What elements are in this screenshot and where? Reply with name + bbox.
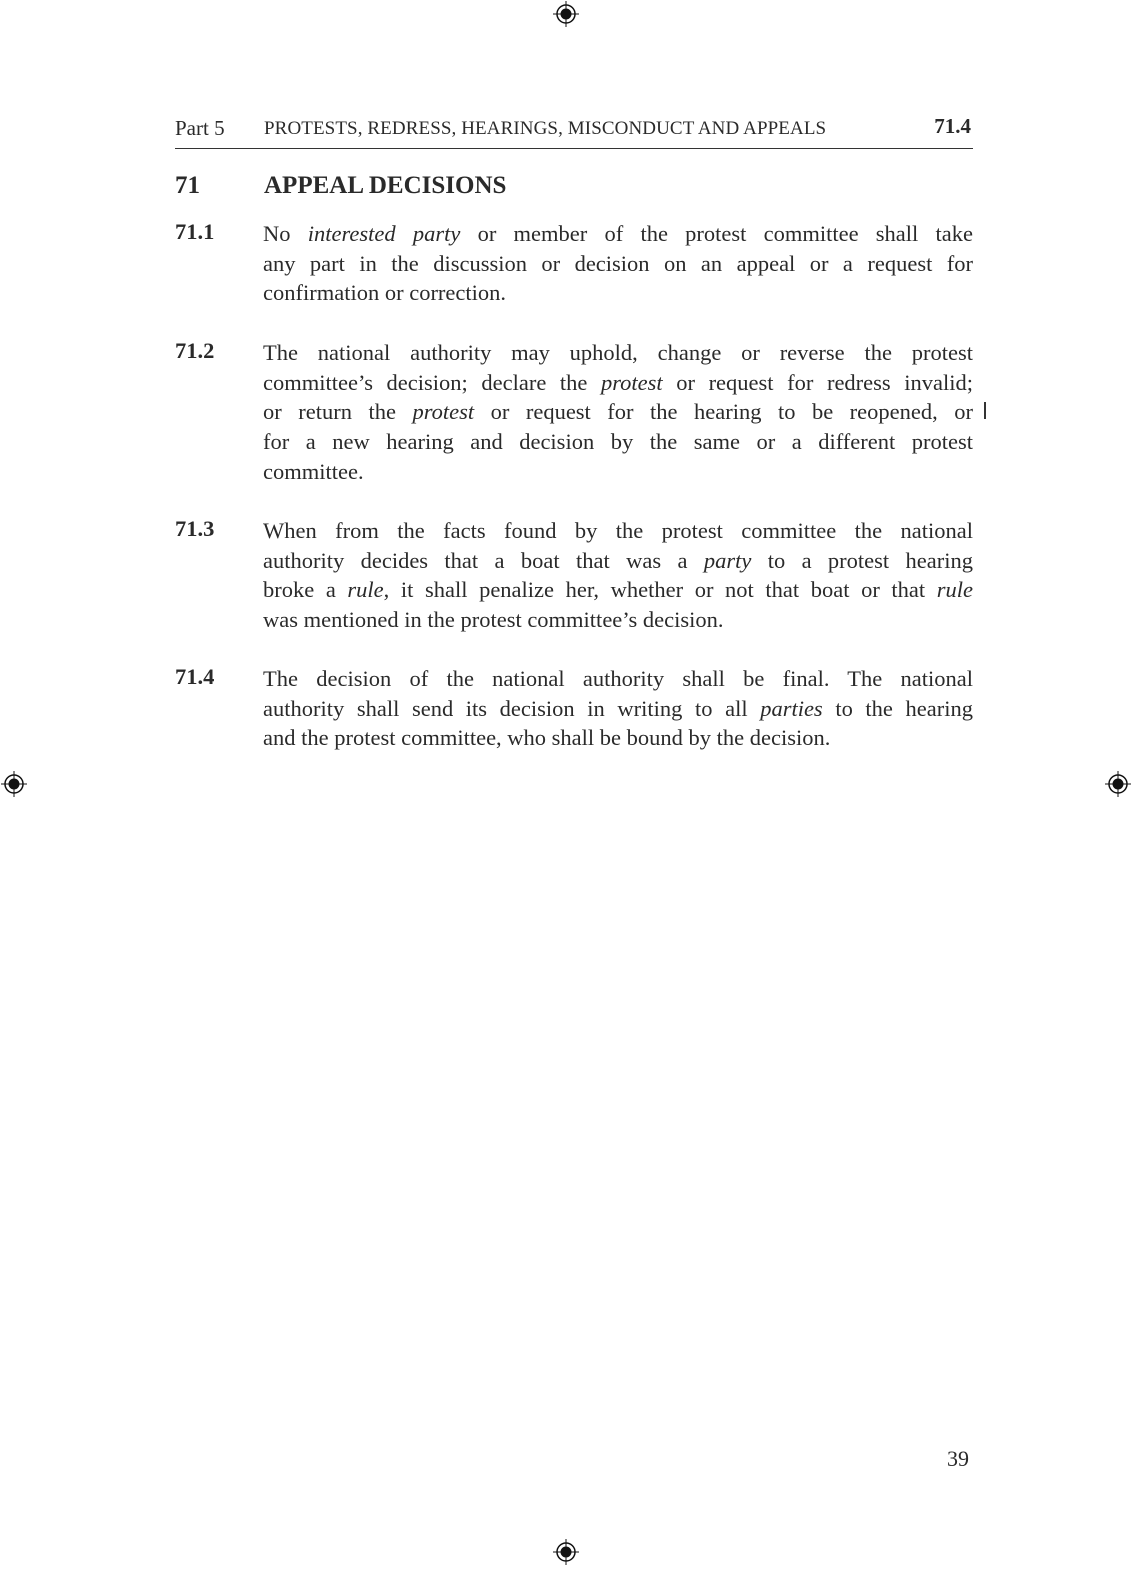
text-line <box>263 723 973 753</box>
section-number: 71 <box>175 172 200 199</box>
defined-term: interested party <box>307 221 461 246</box>
text-line <box>263 219 973 249</box>
text-run: confirmation or correction. <box>263 280 507 306</box>
text-run: any part in the discussion or decision on an appeal or a request for <box>263 250 973 276</box>
rule-text <box>263 516 973 635</box>
text-run: or return the <box>263 399 413 425</box>
text-run: When from the facts found by the protest committee the national <box>263 518 973 543</box>
text-line <box>263 397 973 427</box>
text-run: to a protest hearing <box>751 547 973 573</box>
text-line <box>263 338 973 368</box>
defined-term: rule <box>347 577 384 603</box>
registration-mark-icon <box>553 1 579 27</box>
page-number: 39 <box>947 1446 969 1471</box>
text-run: committee. <box>263 458 364 484</box>
text-run: No <box>263 221 308 246</box>
text-line <box>263 368 973 398</box>
running-header <box>175 112 973 149</box>
rule-number: 71.2 <box>175 338 215 363</box>
text-line <box>263 694 973 724</box>
registration-mark-icon <box>553 1539 579 1565</box>
text-run: and the protest committee, who shall be bound by the decision. <box>263 725 831 751</box>
defined-term: party <box>703 547 752 573</box>
defined-term: rule <box>936 577 973 603</box>
text-line <box>263 605 973 635</box>
text-run: The decision of the national authority shall be final. The national <box>263 666 973 691</box>
text-line <box>263 249 973 279</box>
registration-mark-icon <box>1 771 27 797</box>
text-run: was mentioned in the protest committee’s decision. <box>263 607 724 633</box>
text-line <box>263 575 973 605</box>
rule-text <box>263 219 973 308</box>
text-line <box>263 427 973 457</box>
text-run: committee’s decision; declare the <box>263 369 601 395</box>
header-rule-number: 71.4 <box>934 114 971 138</box>
text-run: The national authority may uphold, change or reverse the protest <box>263 340 973 365</box>
text-line <box>263 546 973 576</box>
text-run: , it shall penalize her, whether or not that boat or that <box>383 577 937 603</box>
defined-term: protest <box>412 399 475 425</box>
text-run: or member of the protest committee shall take <box>460 221 973 246</box>
text-run: for a new hearing and decision by the same or a different protest <box>263 429 973 455</box>
text-line <box>263 664 973 694</box>
rule-text <box>263 664 973 753</box>
defined-term: protest <box>600 369 663 395</box>
rule-number: 71.3 <box>175 516 215 541</box>
rule-text <box>263 338 973 486</box>
rule-number: 71.4 <box>175 664 215 689</box>
text-run: to the hearing <box>822 695 973 721</box>
text-line <box>263 278 973 308</box>
text-run: or request for redress invalid; <box>662 369 973 395</box>
defined-term: parties <box>760 695 823 721</box>
text-run: authority decides that a boat that was a <box>263 547 704 573</box>
header-title: PROTESTS, REDRESS, HEARINGS, MISCONDUCT AND APPEALS <box>264 118 827 139</box>
text-run: or request for the hearing to be reopened, or <box>474 399 973 425</box>
header-part: Part 5 <box>175 116 225 140</box>
registration-mark-icon <box>1105 771 1131 797</box>
section-title: APPEAL DECISIONS <box>264 172 507 199</box>
rule-number: 71.1 <box>175 219 215 244</box>
text-run: broke a <box>263 577 348 603</box>
text-line <box>263 457 973 487</box>
text-line <box>263 516 973 546</box>
text-run: authority shall send its decision in writing to all <box>263 695 761 721</box>
change-bar <box>984 402 986 419</box>
